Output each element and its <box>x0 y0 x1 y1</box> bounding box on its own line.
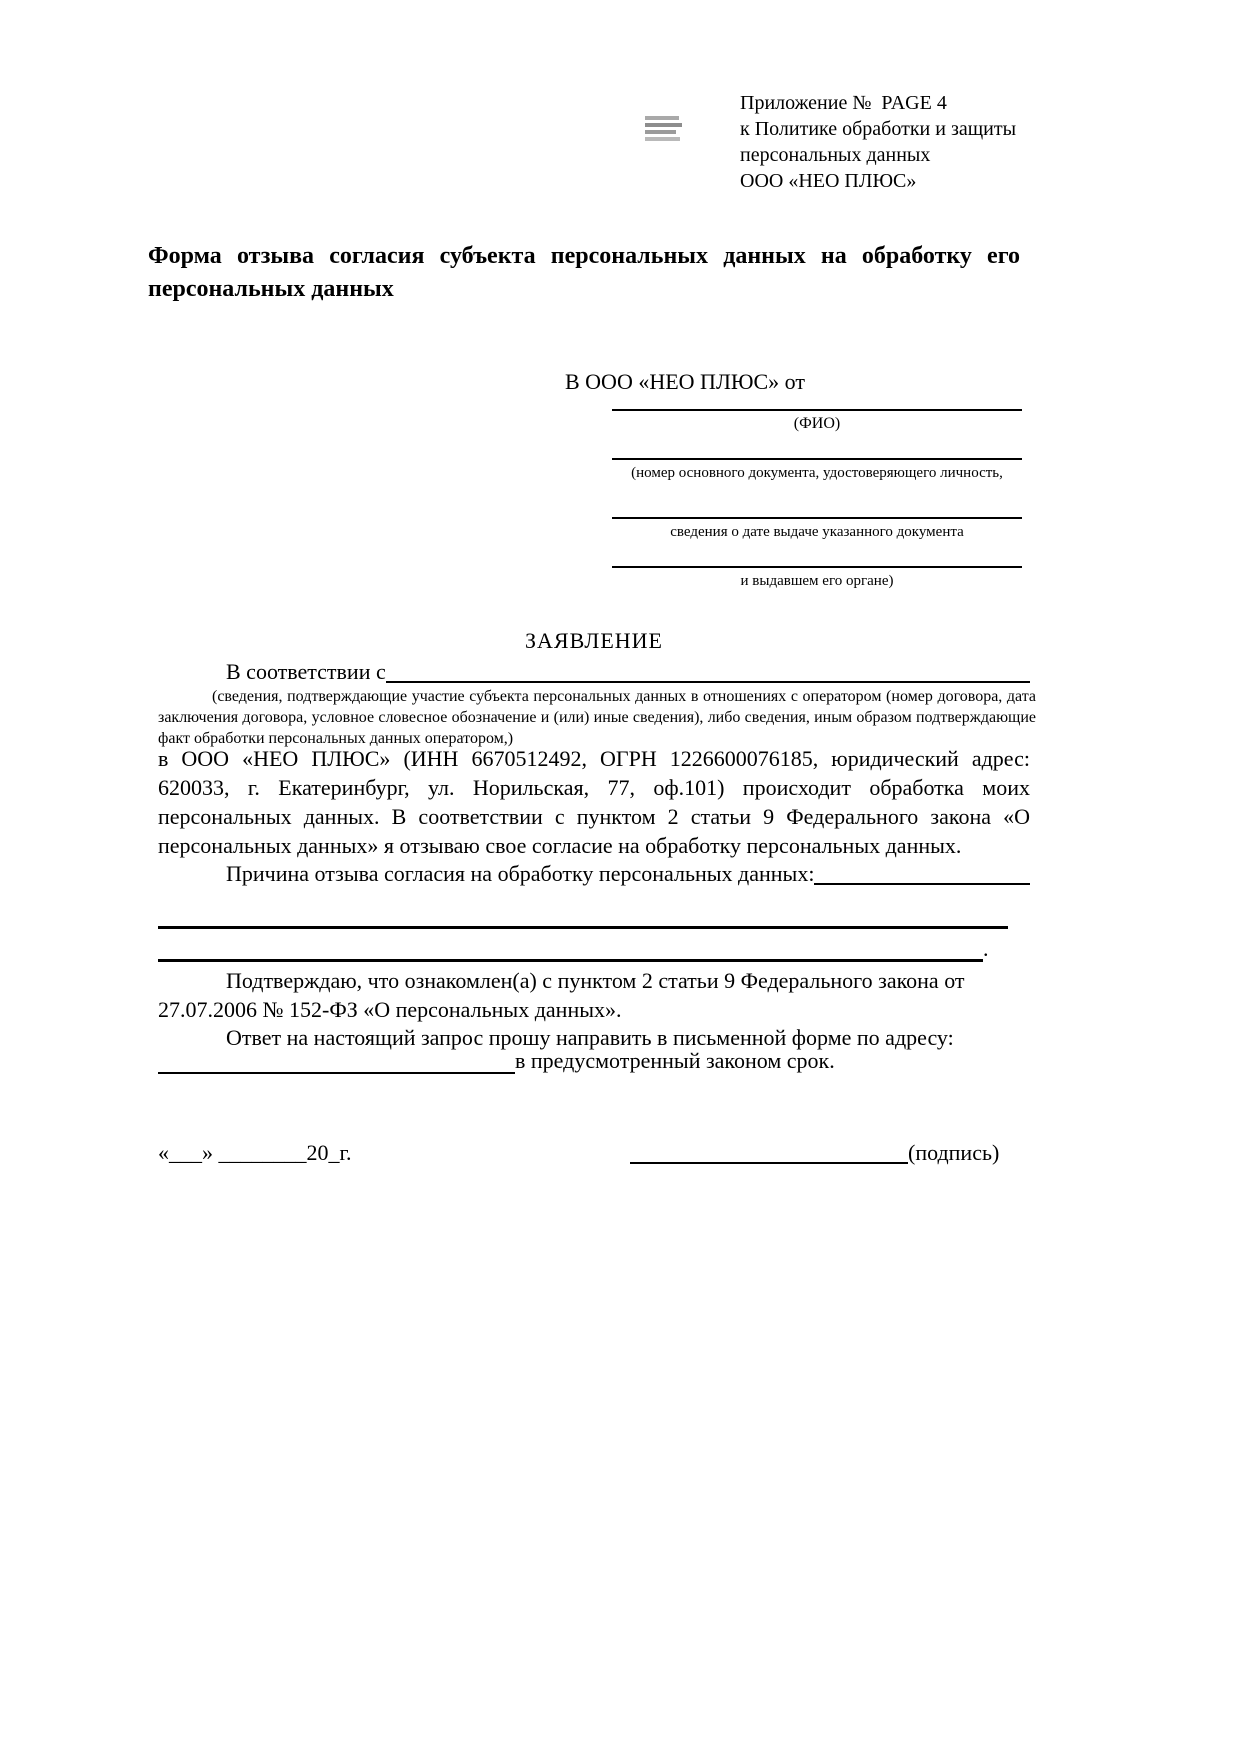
header-note-line: персональных данных <box>740 144 931 166</box>
artifact-bar <box>645 130 676 134</box>
addressee-line: В ООО «НЕО ПЛЮС» от <box>565 369 805 394</box>
document-number-caption: (номер основного документа, удостоверяющего личность, <box>631 465 1003 481</box>
intro-text: В соответствии с <box>226 659 386 684</box>
issue-date-caption: сведения о дате выдаче указанного документа <box>670 524 964 540</box>
intro-line <box>158 658 1030 686</box>
statement-heading: ЗАЯВЛЕНИЕ <box>525 628 663 653</box>
footer-row <box>158 1136 1030 1170</box>
reason-blank-line-2[interactable] <box>158 926 1008 929</box>
signature-group <box>630 1136 999 1166</box>
reply-address-line <box>158 1048 1030 1074</box>
signature-blank-line[interactable] <box>630 1136 908 1164</box>
signature-caption: (подпись) <box>908 1140 1000 1165</box>
blank-terminator: . <box>983 936 989 961</box>
confirmation-paragraph: Подтверждаю, что ознакомлен(а) с пунктом 2 статьи 9 Федерального закона от 27.07.2006 № 152-ФЗ «О персональных данных». <box>158 968 965 1022</box>
reason-blank-row-3 <box>158 936 1030 962</box>
basis-blank-line[interactable] <box>386 681 1030 683</box>
header-note <box>740 90 1016 194</box>
statement-body: в ООО «НЕО ПЛЮС» (ИНН 6670512492, ОГРН 1226600076185, юридический адрес: 620033, г. Екатеринбург, ул. Норильская, 77, оф.101) происходит обработка моих персональных данных. В соответствии с пунктом 2 статьи 9 Федерального закона «О персональных данных» я отзываю свое согласие на обработку персональных данных. <box>158 746 1030 858</box>
issuing-authority-caption: и выдавшем его органе) <box>740 573 894 589</box>
fine-print-note: (сведения, подтверждающие участие субъекта персональных данных в отношениях с оператором (номер договора, дата заключения договора, условное словесное обозначение и (или) иные сведения), либо сведения, иным образом подтверждающие факт обработки персональных данных оператором,) <box>158 688 1036 747</box>
reason-blank-line-3[interactable] <box>158 937 983 962</box>
header-note-line: к Политике обработки и защиты <box>740 118 1017 140</box>
fio-blank-line[interactable] <box>612 409 1022 411</box>
artifact-bar <box>645 116 679 120</box>
reply-address-blank-line[interactable] <box>158 1050 515 1074</box>
fio-caption: (ФИО) <box>793 415 841 432</box>
header-note-line: ООО «НЕО ПЛЮС» <box>740 170 917 192</box>
reason-blank-line[interactable] <box>814 883 1030 885</box>
reason-line <box>158 860 1030 888</box>
embedded-object-artifact <box>645 116 683 144</box>
artifact-bar <box>645 137 680 141</box>
issue-date-blank-line[interactable] <box>612 517 1022 519</box>
reply-request-text: Ответ на настоящий запрос прошу направить в письменной форме по адресу: <box>226 1025 954 1050</box>
document-title: Форма отзыва согласия субъекта персональных данных на обработку его персональных данных <box>148 243 1020 302</box>
reply-suffix-text: в предусмотренный законом срок. <box>515 1048 835 1073</box>
document-number-blank-line[interactable] <box>612 458 1022 460</box>
artifact-bar <box>645 123 682 127</box>
header-note-line: Приложение № PAGE 4 <box>740 92 947 114</box>
issuing-authority-blank-line[interactable] <box>612 566 1022 568</box>
date-line[interactable]: «___» ________20_г. <box>158 1140 352 1165</box>
reason-text: Причина отзыва согласия на обработку персональных данных: <box>226 861 815 886</box>
